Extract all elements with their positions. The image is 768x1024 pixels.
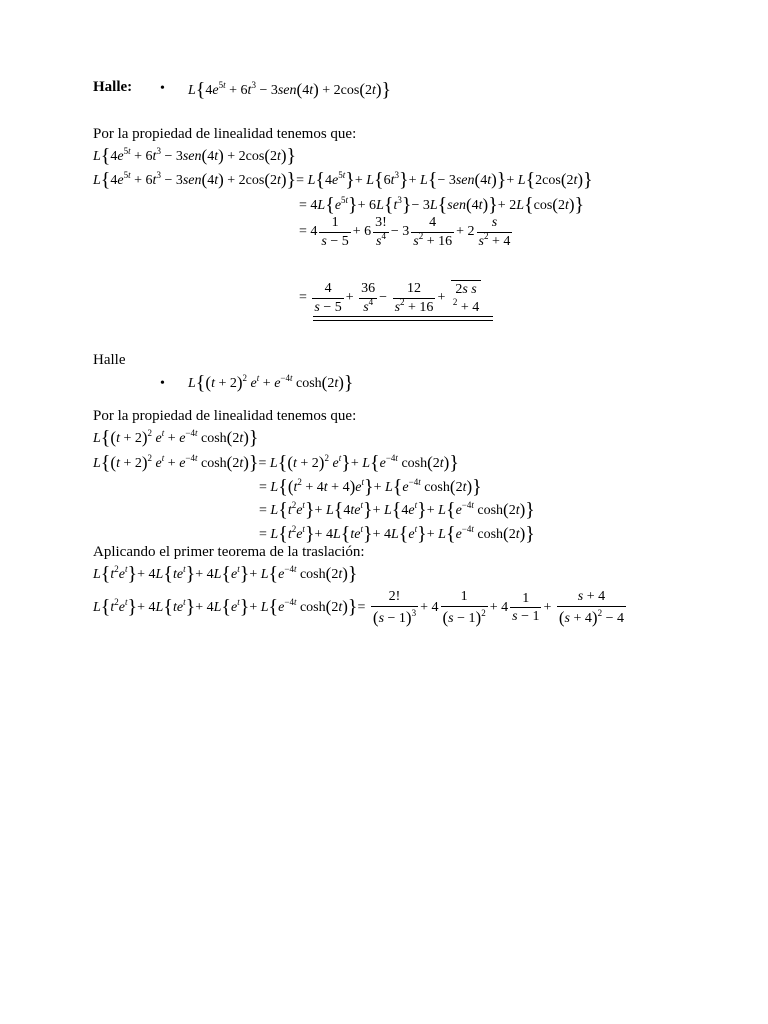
step-4-transforms: = 4 $\frac{1}{s - 5}$ + 6 $\frac{3!}{s^4}$ − 3 $\frac{4}{s^2 + 16}$ + 2 $\frac{s}{s^2 + 4}$ — [299, 215, 511, 249]
problem-2-expression: $L\{(t + 2)^2$ $e^t + e^{-4t}$ cosh(2t)} — [188, 372, 354, 394]
step2-7-result: $L\{t^2e^t\}+ 4L\{te^t\}+ 4L\{e^t\}+ L\{e^{-4t}$ cosh(2t)}= $\frac{2!}{(s - 1)^3}$ + 4 $\frac{1}{(s - 1)^2}$ + 4 $\frac{1}{s - 1}$ + $\frac{s + 4}{(s + 4)^2 - 4}$ — [93, 589, 624, 627]
linearity-intro-1: Por la propiedad de linealidad tenemos que: — [93, 126, 357, 142]
step2-3-expand: = $L\{(t^2 + 4t + 4)e^t\}+ L\{e^{-4t}$ cosh(2t)} — [259, 476, 482, 498]
translation-theorem-text: Aplicando el primer teorema de la traslación: — [93, 544, 365, 560]
step2-2-linearity: $L\{(t + 2)^2$ $e^t + e^{-4t}$ $\cosh(2t)\}= L\{(t + 2)^2$ $e^t\}+ L\{e^{-4t}$ cosh(2t)} — [93, 452, 459, 474]
heading-halle-2: Halle — [93, 352, 126, 368]
step2-4-split: = $L\{t^2e^t\}+ L\{4te^t\}+ L\{4e^t\}+ L\{e^{-4t}$ cosh(2t)} — [259, 499, 535, 521]
linearity-intro-2: Por la propiedad de linealidad tenemos que: — [93, 408, 357, 424]
step2-6-expression: $L\{t^2e^t\}+ 4L\{te^t\}+ 4L\{e^t\}+ L\{e^{-4t}$ cosh(2t)} — [93, 563, 358, 585]
problem-1-expression: $L\{4e^{5t} + 6t^3 - 3sen(4t) + 2\cos(2t)\}$ — [188, 79, 392, 101]
bullet-2: • — [160, 376, 165, 391]
result-underline-2 — [313, 320, 493, 321]
result-underline-1 — [313, 316, 493, 317]
step-3-constants: = $4L\{e^{5t}\}+ 6L\{t^3\}- 3L\{sen(4t)\}+ 2L\{\cos(2t)\}$ — [299, 194, 585, 216]
step2-5-constants: = $L\{t^2e^t\}+ 4L\{te^t\}+ 4L\{e^t\}+ L\{e^{-4t}$ cosh(2t)} — [259, 523, 535, 545]
heading-halle-1: Halle: — [93, 79, 133, 95]
step-2-linearity: $L\{4e^{5t} + 6t^3 - 3sen(4t) + 2\cos(2t)\}= L\{4e^{5t}\}+ L\{6t^3\}+ L\{- 3sen(4t)\}+ L\{2\cos(2t)\}$ — [93, 169, 593, 191]
step-1-expression: $L\{4e^{5t} + 6t^3 - 3sen(4t) + 2\cos(2t)\}$ — [93, 145, 297, 167]
step-5-result: = $\frac{4}{s - 5}$ + $\frac{36}{s^4}$ − $\frac{12}{s^2 + 16}$ + 2s s $^2$ + 4 — [299, 281, 480, 315]
bullet-1: • — [160, 81, 165, 96]
step2-1-expression: $L\{(t + 2)^2$ $e^t + e^{-4t}$ cosh(2t)} — [93, 427, 259, 449]
